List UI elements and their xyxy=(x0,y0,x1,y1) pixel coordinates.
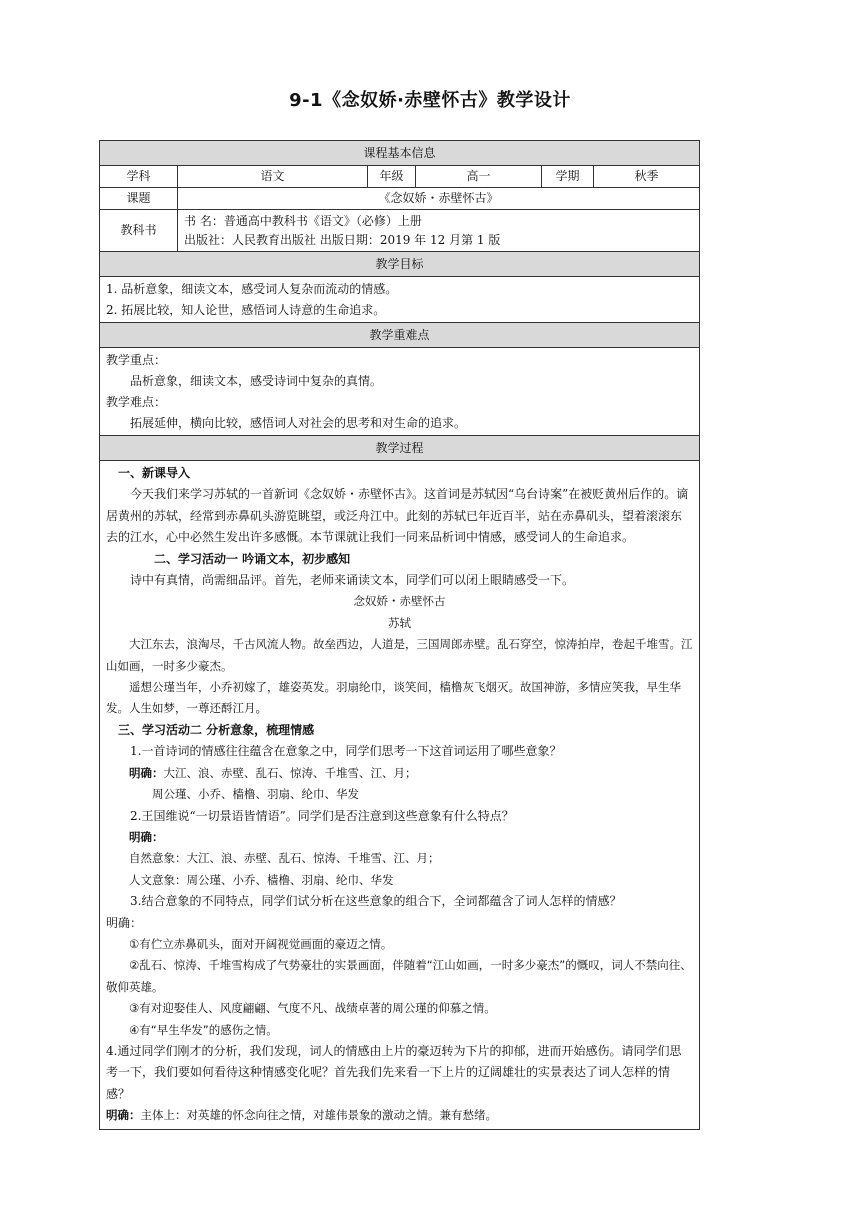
answer-1-line-2: 周公瑾、小乔、樯橹、羽扇、纶巾、华发 xyxy=(152,787,359,802)
answer-text: 大江、浪、赤壁、乱石、惊涛、千堆雪、江、月； xyxy=(163,765,417,780)
grade-label: 年级 xyxy=(368,166,416,188)
topic-value: 《念奴娇・赤壁怀古》 xyxy=(178,188,700,210)
term-value: 秋季 xyxy=(594,166,700,188)
answer-3-item-3: ③有对迎娶佳人、风度翩翩、气度不凡、战绩卓著的周公瑾的仰慕之情。 xyxy=(129,1001,496,1016)
difficulty-text: 拓展延伸，横向比较，感悟词人对社会的思考和对生命的追求。 xyxy=(130,415,467,430)
keypoints-header: 教学重难点 xyxy=(100,323,700,348)
answer-2-line-1: 自然意象：大江、浪、赤壁、乱石、惊涛、千堆雪、江、月； xyxy=(129,851,440,866)
process-row xyxy=(100,461,700,1130)
textbook-row xyxy=(100,210,700,252)
goals-content xyxy=(100,277,700,323)
answer-2-line-2: 人文意象：周公瑾、小乔、樯橹、羽扇、纶巾、华发 xyxy=(129,872,394,887)
course-info-header-row xyxy=(100,141,700,166)
page-title: 9-1《念奴娇·赤壁怀古》教学设计 xyxy=(289,90,571,111)
textbook-label: 教科书 xyxy=(100,210,178,252)
answer-3-label: 明确： xyxy=(106,915,143,930)
textbook-publisher-line: 出版社：人民教育出版社 出版日期：2019 年 12 月第 1 版 xyxy=(184,232,501,247)
course-info-header: 课程基本信息 xyxy=(100,141,700,166)
key-text: 品析意象，细读文本，感受诗词中复杂的真情。 xyxy=(130,373,383,388)
question-2: 2.王国维说“一切景语皆情语”。同学们是否注意到这些意象有什么特点？ xyxy=(130,808,514,823)
keypoints-content xyxy=(100,348,700,436)
process-header-row xyxy=(100,436,700,461)
keypoints-header-row xyxy=(100,323,700,348)
subject-value: 语文 xyxy=(178,166,368,188)
answer-3-item-4: ④有“早生华发”的感伤之情。 xyxy=(129,1022,278,1037)
goals-header: 教学目标 xyxy=(100,252,700,277)
goal-item: 1. 品析意象，细读文本，感受词人复杂而流动的情感。 xyxy=(106,281,398,296)
answer-4 xyxy=(106,1105,693,1126)
textbook-details xyxy=(178,210,700,252)
difficulty-label: 教学难点： xyxy=(106,394,167,409)
poem-author: 苏轼 xyxy=(388,615,412,630)
answer-label: 明确： xyxy=(129,765,164,780)
grade-value: 高一 xyxy=(416,166,542,188)
answer-label: 明确： xyxy=(106,1108,141,1123)
answer-2-label: 明确： xyxy=(129,829,164,844)
process-header: 教学过程 xyxy=(100,436,700,461)
goals-row xyxy=(100,277,700,323)
answer-3-item-2: ②乱石、惊涛、千堆雪构成了气势豪壮的实景画面，伴随着“江山如画，一时多少豪杰”的慨叹，词人不禁向往、敬仰英雄。 xyxy=(106,958,692,994)
topic-label: 课题 xyxy=(100,188,178,210)
process-content xyxy=(100,461,700,1130)
topic-row xyxy=(100,188,700,210)
question-1: 1.一首诗词的情感往往蕴含在意象之中，同学们思考一下这首词运用了哪些意象？ xyxy=(130,744,562,759)
keypoints-row xyxy=(100,348,700,436)
section-intro-title: 一、新课导入 xyxy=(118,466,191,480)
section-activity2-title: 三、学习活动二 分析意象，梳理情感 xyxy=(118,722,315,737)
activity1-text: 诗中有真情，尚需细品评。首先，老师来诵读文本，同学们可以闭上眼睛感受一下。 xyxy=(130,573,575,588)
basic-info-row xyxy=(100,166,700,188)
answer-text: 主体上：对英雄的怀念向往之情，对雄伟景象的激动之情。兼有愁绪。 xyxy=(140,1108,497,1123)
term-label: 学期 xyxy=(542,166,594,188)
subject-label: 学科 xyxy=(100,166,178,188)
question-4: 4.通过同学们刚才的分析，我们发现，词人的情感由上片的豪迈转为下片的抑郁，进而开始感伤。请同学们思考一下，我们要如何看待这种情感变化呢？首先我们先来看一下上片的辽阔雄壮的实景表达了词人怎样的情感？ xyxy=(106,1043,682,1101)
section-intro-text: 今天我们来学习苏轼的一首新词《念奴娇・赤壁怀古》。这首词是苏轼因“乌台诗案”在被贬黄州后作的。谪居黄州的苏轼，经常到赤鼻矶头游览眺望，或泛舟江中。此刻的苏轼已年近百半，站在赤鼻矶头，望着滚滚东去的江水，心中必然生发出许多感慨。本节课就让我们一同来品析词中情感，感受词人的生命追求。 xyxy=(106,487,689,545)
question-3: 3.结合意象的不同特点，同学们试分析在这些意象的组合下，全词都蕴含了词人怎样的情感？ xyxy=(130,894,622,909)
answer-3-item-1: ①有伫立赤鼻矶头，面对开阔视觉画面的豪迈之情。 xyxy=(129,936,393,951)
key-label: 教学重点： xyxy=(106,352,167,367)
poem-stanza-2: 遥想公瑾当年，小乔初嫁了，雄姿英发。羽扇纶巾，谈笑间，樯橹灰飞烟灭。故国神游，多情应笑我，早生华发。人生如梦，一尊还酹江月。 xyxy=(106,680,681,716)
poem-stanza-1: 大江东去，浪淘尽，千古风流人物。故垒西边，人道是，三国周郎赤壁。乱石穿空，惊涛拍岸，卷起千堆雪。江山如画，一时多少豪杰。 xyxy=(106,637,693,673)
poem-title: 念奴娇・赤壁怀古 xyxy=(353,594,446,609)
goal-item: 2. 拓展比较，知人论世，感悟词人诗意的生命追求。 xyxy=(106,302,386,317)
section-activity1-title: 二、学习活动一 吟诵文本，初步感知 xyxy=(154,551,351,566)
lesson-plan-table xyxy=(99,140,700,1130)
answer-1-line-1 xyxy=(106,763,693,784)
goals-header-row xyxy=(100,252,700,277)
textbook-title-line: 书 名：普通高中教科书《语文》（必修）上册 xyxy=(184,213,422,228)
